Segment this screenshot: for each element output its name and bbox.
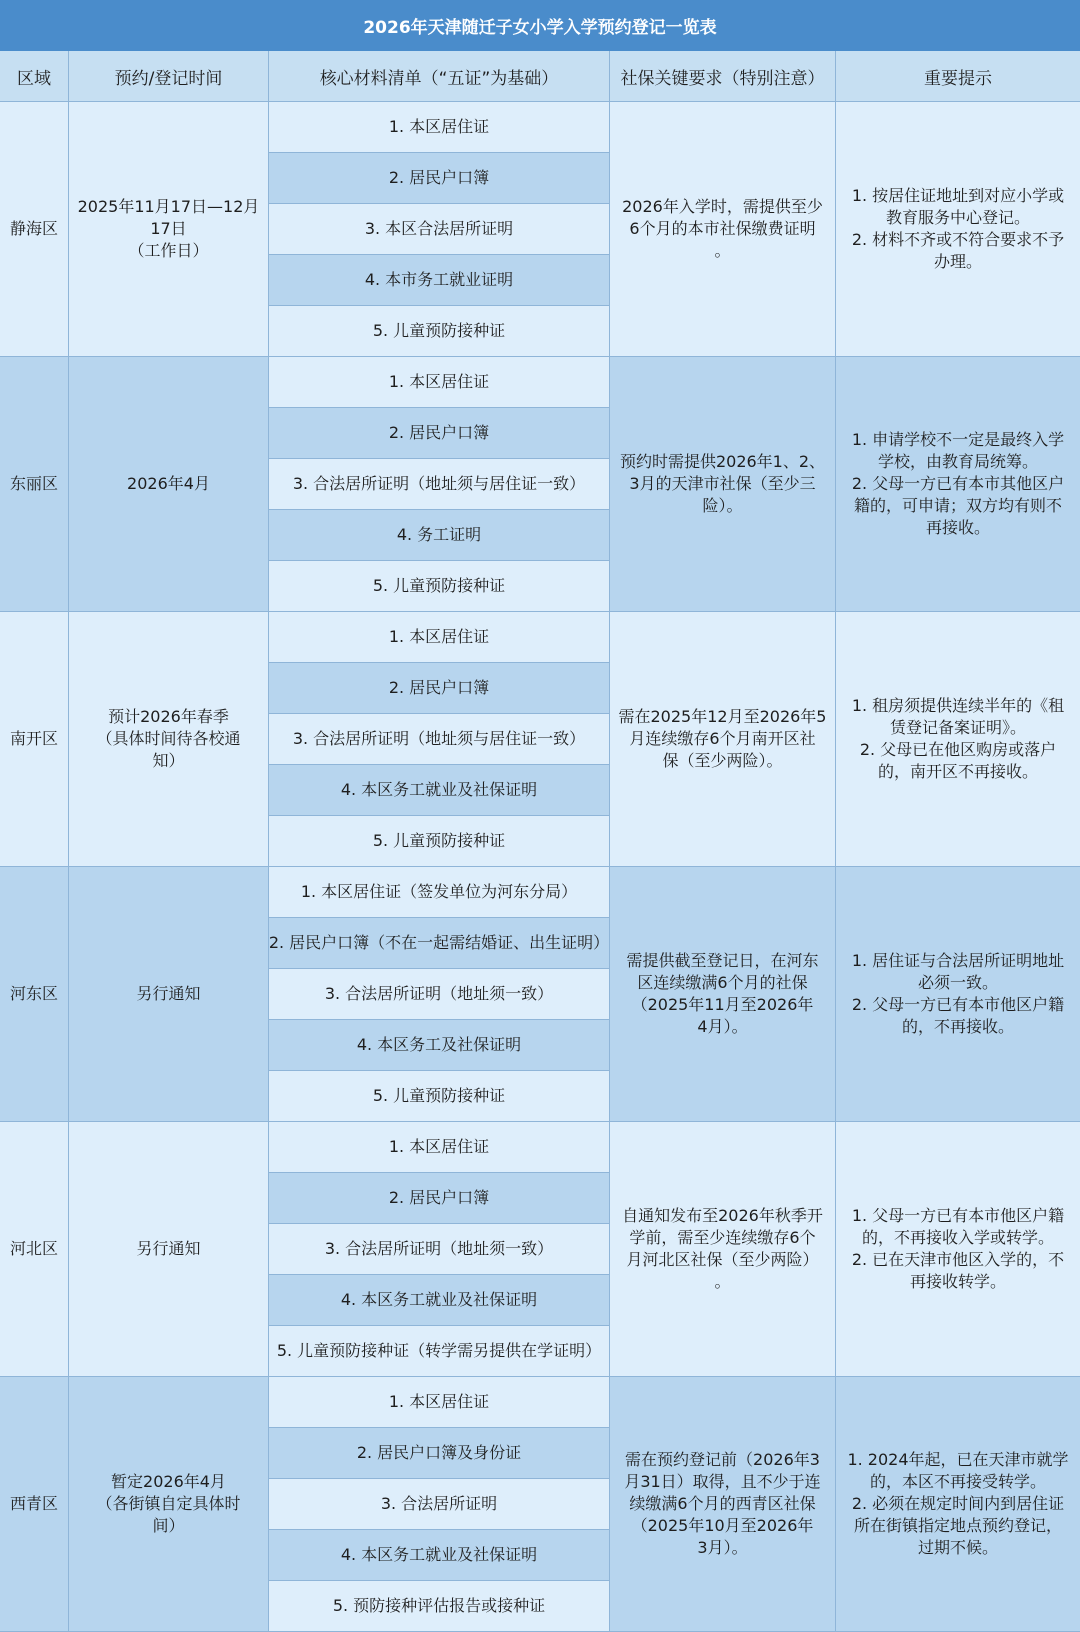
material-item: 3. 合法居所证明	[269, 1479, 610, 1530]
social-security-cell: 自通知发布至2026年秋季开 学前，需至少连续缴存6个 月河北区社保（至少两险） 。	[610, 1122, 836, 1377]
material-item: 5. 儿童预防接种证	[269, 1071, 610, 1122]
social-security-cell: 2026年入学时，需提供至少 6个月的本市社保缴费证明 。	[610, 102, 836, 357]
region-cell: 河东区	[0, 867, 69, 1122]
time-cell: 2025年11月17日—12月 17日 （工作日）	[69, 102, 269, 357]
material-item: 2. 居民户口簿及身份证	[269, 1428, 610, 1479]
header-social-security: 社保关键要求（特别注意）	[610, 51, 836, 102]
tips-cell: 1. 居住证与合法居所证明地址 必须一致。 2. 父母一方已有本市他区户籍 的，不再接收。	[836, 867, 1080, 1122]
material-item: 4. 本区务工及社保证明	[269, 1020, 610, 1071]
time-cell: 另行通知	[69, 1122, 269, 1377]
material-item: 5. 儿童预防接种证	[269, 561, 610, 612]
header-time: 预约/登记时间	[69, 51, 269, 102]
header-region: 区域	[0, 51, 69, 102]
social-security-cell: 预约时需提供2026年1、2、 3月的天津市社保（至少三 险）。	[610, 357, 836, 612]
time-cell: 预计2026年春季 （具体时间待各校通 知）	[69, 612, 269, 867]
region-cell: 河北区	[0, 1122, 69, 1377]
material-item: 4. 务工证明	[269, 510, 610, 561]
material-item: 4. 本区务工就业及社保证明	[269, 1275, 610, 1326]
material-item: 1. 本区居住证	[269, 1377, 610, 1428]
header-materials: 核心材料清单（“五证”为基础）	[269, 51, 610, 102]
tips-cell: 1. 按居住证地址到对应小学或 教育服务中心登记。 2. 材料不齐或不符合要求不予 办理。	[836, 102, 1080, 357]
time-cell: 2026年4月	[69, 357, 269, 612]
social-security-cell: 需在2025年12月至2026年5 月连续缴存6个月南开区社 保（至少两险）。	[610, 612, 836, 867]
time-cell: 另行通知	[69, 867, 269, 1122]
social-security-cell: 需提供截至登记日，在河东 区连续缴满6个月的社保 （2025年11月至2026年 4月）。	[610, 867, 836, 1122]
header-tips: 重要提示	[836, 51, 1080, 102]
tips-cell: 1. 2024年起，已在天津市就学 的，本区不再接受转学。 2. 必须在规定时间内到居住证 所在街镇指定地点预约登记， 过期不候。	[836, 1377, 1080, 1632]
social-security-cell: 需在预约登记前（2026年3 月31日）取得，且不少于连 续缴满6个月的西青区社保 （2025年10月至2026年 3月）。	[610, 1377, 836, 1632]
material-item: 5. 儿童预防接种证	[269, 816, 610, 867]
material-item: 4. 本市务工就业证明	[269, 255, 610, 306]
region-cell: 静海区	[0, 102, 69, 357]
material-item: 2. 居民户口簿	[269, 408, 610, 459]
material-item: 2. 居民户口簿	[269, 1173, 610, 1224]
material-item: 1. 本区居住证（签发单位为河东分局）	[269, 867, 610, 918]
tips-cell: 1. 申请学校不一定是最终入学 学校，由教育局统筹。 2. 父母一方已有本市其他区户 籍的，可申请；双方均有则不 再接收。	[836, 357, 1080, 612]
material-item: 2. 居民户口簿	[269, 153, 610, 204]
material-item: 1. 本区居住证	[269, 1122, 610, 1173]
material-item: 3. 合法居所证明（地址须一致）	[269, 969, 610, 1020]
material-item: 4. 本区务工就业及社保证明	[269, 765, 610, 816]
material-item: 1. 本区居住证	[269, 612, 610, 663]
material-item: 4. 本区务工就业及社保证明	[269, 1530, 610, 1581]
material-item: 5. 预防接种评估报告或接种证	[269, 1581, 610, 1632]
region-cell: 南开区	[0, 612, 69, 867]
material-item: 2. 居民户口簿	[269, 663, 610, 714]
table-title: 2026年天津随迁子女小学入学预约登记一览表	[0, 0, 1080, 51]
material-item: 3. 合法居所证明（地址须一致）	[269, 1224, 610, 1275]
tips-cell: 1. 租房须提供连续半年的《租 赁登记备案证明》。 2. 父母已在他区购房或落户 的，南开区不再接收。	[836, 612, 1080, 867]
material-item: 3. 合法居所证明（地址须与居住证一致）	[269, 714, 610, 765]
material-item: 1. 本区居住证	[269, 102, 610, 153]
region-cell: 东丽区	[0, 357, 69, 612]
material-item: 3. 本区合法居所证明	[269, 204, 610, 255]
region-cell: 西青区	[0, 1377, 69, 1632]
material-item: 2. 居民户口簿（不在一起需结婚证、出生证明）	[269, 918, 610, 969]
material-item: 5. 儿童预防接种证（转学需另提供在学证明）	[269, 1326, 610, 1377]
material-item: 3. 合法居所证明（地址须与居住证一致）	[269, 459, 610, 510]
material-item: 1. 本区居住证	[269, 357, 610, 408]
material-item: 5. 儿童预防接种证	[269, 306, 610, 357]
tips-cell: 1. 父母一方已有本市他区户籍 的，不再接收入学或转学。 2. 已在天津市他区入学的，不 再接收转学。	[836, 1122, 1080, 1377]
time-cell: 暂定2026年4月 （各街镇自定具体时 间）	[69, 1377, 269, 1632]
